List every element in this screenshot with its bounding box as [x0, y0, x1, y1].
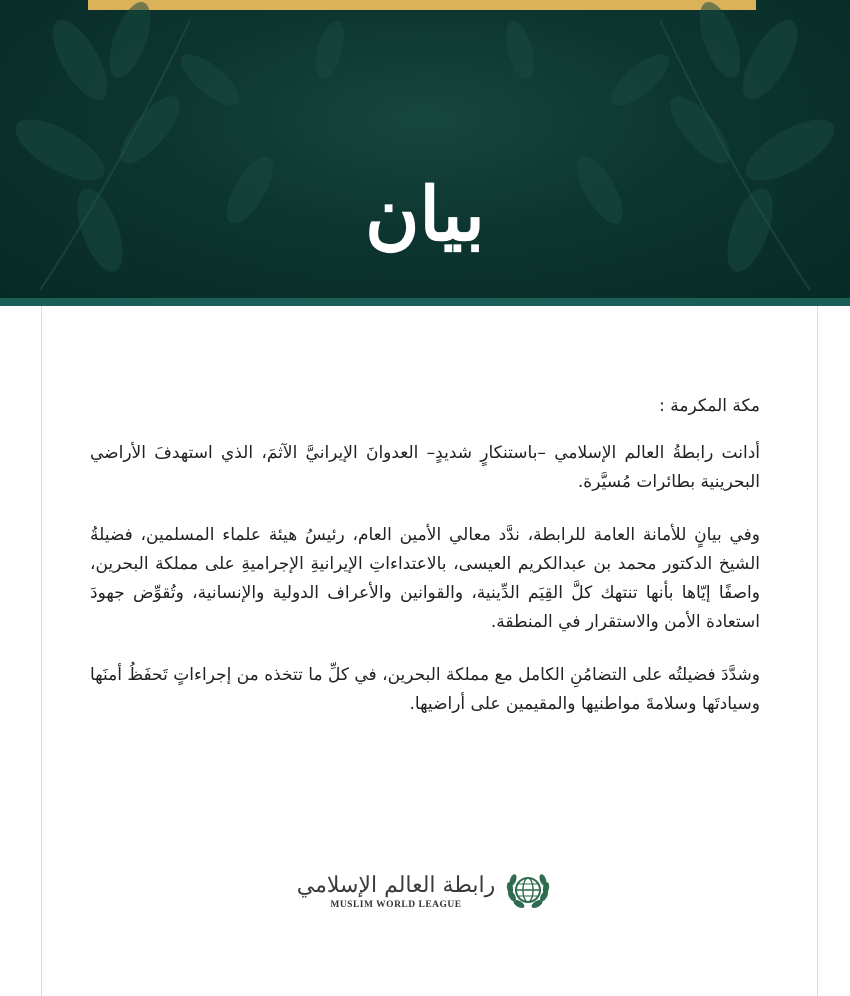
logo-text: [297, 872, 496, 910]
statement-title: بيان: [365, 172, 485, 258]
muslim-world-league-logo: [0, 866, 850, 916]
logo-english-name: MUSLIM WORLD LEAGUE: [330, 900, 462, 910]
paragraph-3: وشدَّدَ فضيلتُه على التضامُنِ الكامل مع مملكة البحرين، في كلِّ ما تتخذه من إجراءاتٍ تَحفَظُ أمنَها وسيادتَها وسلامةَ مواطنيها والمقيمين على أراضيها.: [90, 665, 760, 714]
dateline: مكة المكرمة :: [659, 396, 760, 416]
header-banner: [0, 0, 850, 298]
paragraph-2: وفي بيانٍ للأمانة العامة للرابطة، ندَّد معالي الأمين العام، رئيسُ هيئة علماء المسلمين، فضيلةُ الشيخ الدكتور محمد بن عبدالكريم العيسى، بالاعتداءاتِ الإيرانيةِ الإجراميةِ على مملكة البحرين، واصفًا إيّاها بأنها تنتهك كلَّ القِيَم الدِّينية، والقوانين والأعراف الدولية والإنسانية، وتُقوِّض جهودَ استعادة الأمن والاستقرار في المنطقة.: [90, 525, 760, 632]
statement-body: [90, 392, 760, 743]
paragraph-1: أدانت رابطةُ العالم الإسلامي –باستنكارٍ شديدٍ– العدوانَ الإيرانيَّ الآثمَ، الذي استهدفَ الأراضي البحرينية بطائرات مُسيَّرة.: [90, 443, 760, 492]
statement-title-area: [0, 160, 850, 270]
logo-arabic-name: رابطة العالم الإسلامي: [296, 873, 496, 898]
teal-divider: [0, 298, 850, 306]
globe-wreath-icon: [503, 866, 553, 916]
